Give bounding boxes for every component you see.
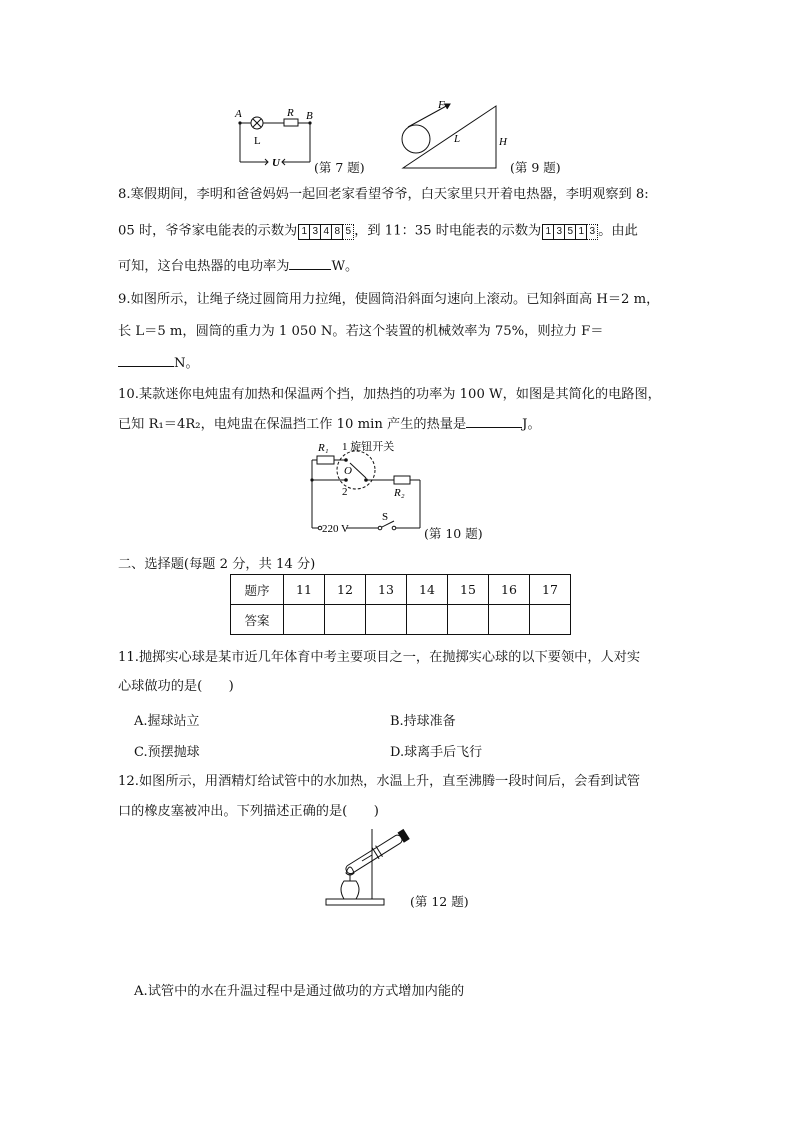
answer-cell[interactable] <box>366 605 407 635</box>
q8-line2 <box>118 222 638 241</box>
figure-9-incline <box>398 98 518 173</box>
question-number-cell: 11 <box>284 575 325 605</box>
fig10-label-220v: 220 V <box>322 523 349 535</box>
fig9-label-f: F <box>438 99 445 111</box>
fig10-label-switch: 1 旋钮开关 <box>342 441 395 453</box>
question-number-cell: 15 <box>448 575 489 605</box>
table-row <box>231 575 571 605</box>
figure-7-circuit <box>232 104 322 168</box>
table-header-cell: 答案 <box>231 605 284 635</box>
table-header-cell: 题序 <box>231 575 284 605</box>
q8-line1: 8.寒假期间，李明和爸爸妈妈一起回老家看望爷爷，白天家里只开着电热器，李明观察到 8: <box>118 187 649 202</box>
q8-line2-text-b: ，到 11：35 时电能表的示数为 <box>354 223 542 239</box>
q9-line3: N。 <box>118 355 199 373</box>
fig10-label-r2: R₂ <box>394 487 405 499</box>
fig7-label-r: R <box>287 107 294 119</box>
q11-option-a[interactable]: A.握球站立 <box>134 714 200 729</box>
answer-cell[interactable] <box>448 605 489 635</box>
fig10-caption: (第 10 题) <box>424 526 483 541</box>
fig10-label-s: S <box>382 511 389 523</box>
answer-cell[interactable] <box>325 605 366 635</box>
q10-line1: 10.某款迷你电炖盅有加热和保温两个挡，加热挡的功率为 100 W，如图是其简化的电路图， <box>118 387 661 402</box>
answer-cell[interactable] <box>407 605 448 635</box>
fig7-label-a: A <box>235 108 242 120</box>
q9-line2: 长 L＝5 m，圆筒的重力为 1 050 N。若这个装置的机械效率为 75%，则拉力 F＝ <box>118 324 604 339</box>
q9-answer-blank[interactable] <box>118 366 174 367</box>
fig12-caption: (第 12 题) <box>410 894 469 909</box>
question-number-cell: 16 <box>489 575 530 605</box>
fig9-label-l: L <box>454 133 461 145</box>
fig7-label-l: L <box>254 135 261 147</box>
q10-line2: 已知 R₁＝4R₂，电炖盅在保温挡工作 10 min 产生的热量是 J。 <box>118 417 541 432</box>
answer-table <box>230 574 571 635</box>
fig10-label-o: O <box>344 465 352 477</box>
answer-cell[interactable] <box>530 605 571 635</box>
q12-option-a[interactable]: A.试管中的水在升温过程中是通过做功的方式增加内能的 <box>134 984 465 999</box>
fig9-label-h: H <box>499 136 507 148</box>
answer-cell[interactable] <box>284 605 325 635</box>
question-number-cell: 13 <box>366 575 407 605</box>
q8-line2-text-a: 05 时，爷爷家电能表的示数为 <box>118 223 298 239</box>
q11-line2: 心球做功的是( ) <box>118 679 234 694</box>
q11-line1: 11.抛掷实心球是某市近几年体育中考主要项目之一，在抛掷实心球的以下要领中，人对实 <box>118 650 641 665</box>
meter-reading-1: 1 3 4 8 5 <box>298 222 353 240</box>
section-2-title: 二、选择题(每题 2 分，共 14 分) <box>118 557 316 572</box>
question-number-cell: 17 <box>530 575 571 605</box>
q11-option-d[interactable]: D.球离手后飞行 <box>390 745 483 760</box>
q8-answer-blank[interactable] <box>289 269 331 270</box>
meter-reading-2: 1 3 5 1 3 <box>542 222 597 240</box>
question-number-cell: 14 <box>407 575 448 605</box>
fig10-label-r1: R₁ <box>318 442 329 454</box>
fig10-label-2: 2 <box>342 486 348 498</box>
table-row <box>231 605 571 635</box>
figure-12-alcohol-lamp-apparatus <box>322 823 414 909</box>
q12-line1: 12.如图所示，用酒精灯给试管中的水加热，水温上升，直至沸腾一段时间后，会看到试管 <box>118 774 641 789</box>
q9-line1: 9.如图所示，让绳子绕过圆筒用力拉绳，使圆筒沿斜面匀速向上滚动。已知斜面高 H＝2 m， <box>118 292 660 307</box>
fig7-caption: (第 7 题) <box>314 160 365 175</box>
q8-line2-text-c: 。由此 <box>598 223 638 239</box>
q10-answer-blank[interactable] <box>466 427 522 428</box>
figure-10-circuit <box>304 436 426 540</box>
q12-line2: 口的橡皮塞被冲出。下列描述正确的是( ) <box>118 804 379 819</box>
fig7-label-b: B <box>306 110 313 122</box>
q8-line3: 可知，这台电热器的电功率为 W。 <box>118 259 359 274</box>
question-number-cell: 12 <box>325 575 366 605</box>
answer-cell[interactable] <box>489 605 530 635</box>
q11-option-c[interactable]: C.预摆抛球 <box>134 745 200 760</box>
fig9-caption: (第 9 题) <box>510 160 561 175</box>
q11-option-b[interactable]: B.持球准备 <box>390 714 456 729</box>
fig7-label-u: U <box>272 157 280 168</box>
